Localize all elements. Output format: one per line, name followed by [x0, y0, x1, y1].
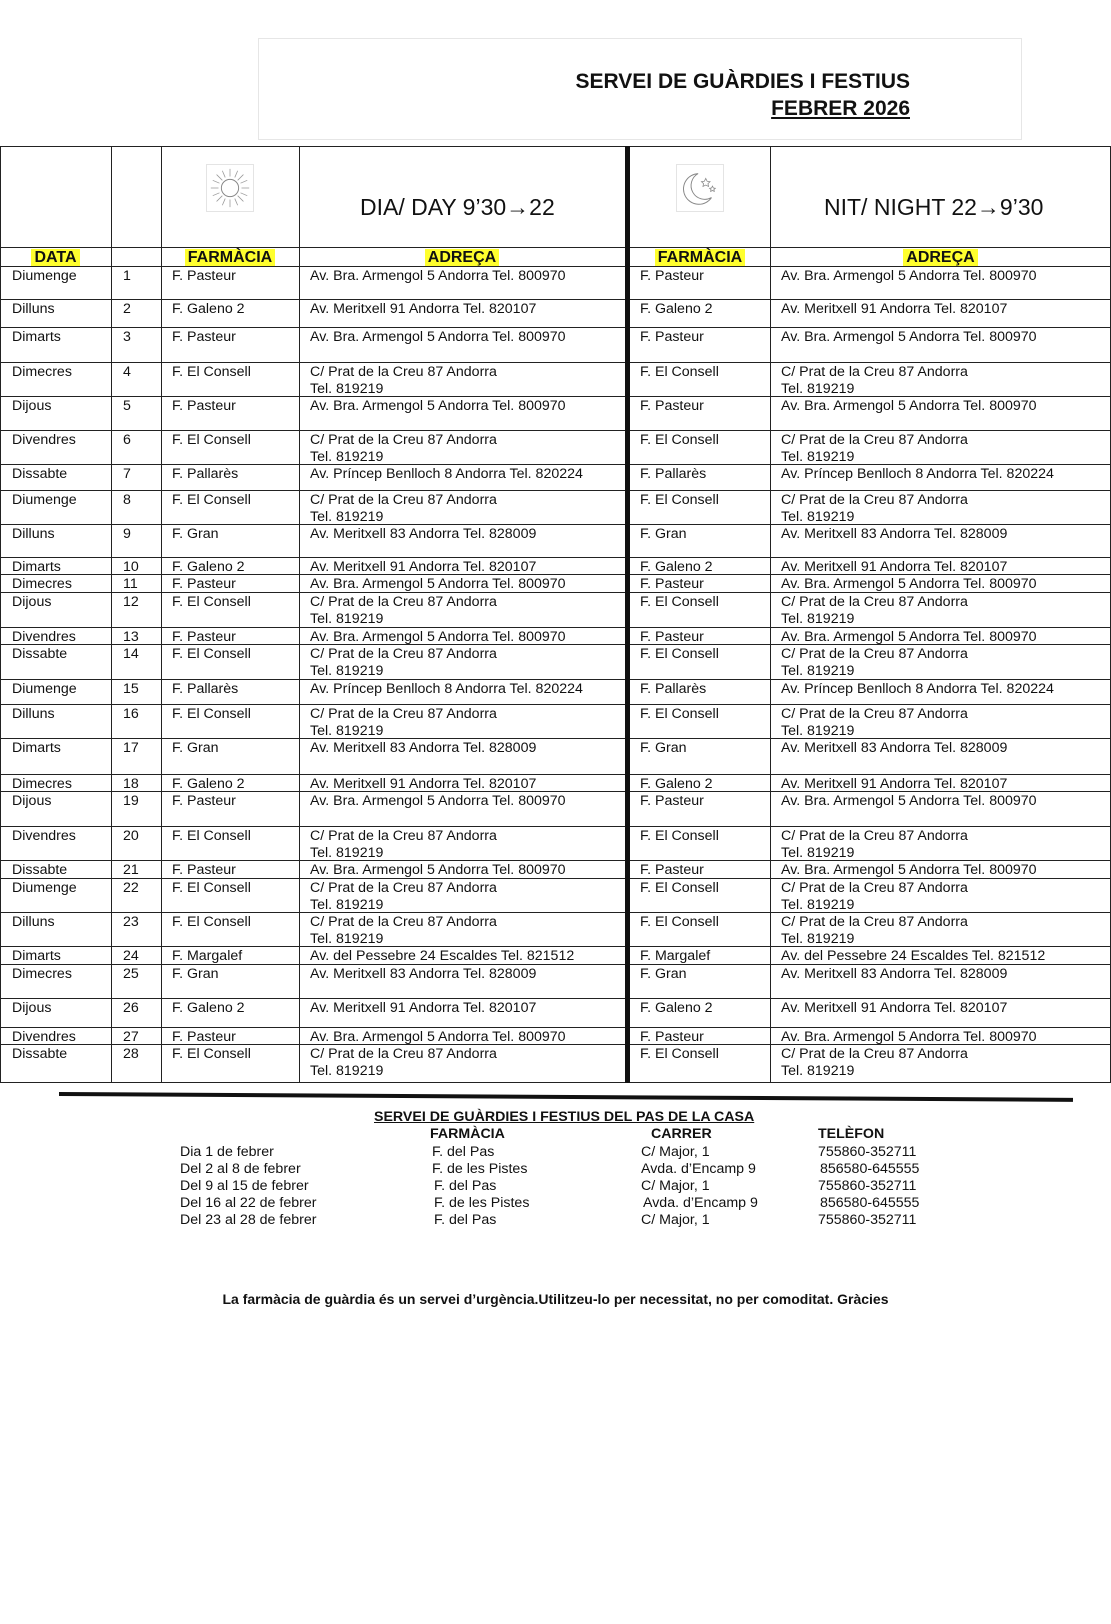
row-day-name: Dijous [12, 1000, 52, 1016]
address-line: Av. Bra. Armengol 5 Andorra Tel. 800970 [310, 398, 566, 414]
address-line: Av. Bra. Armengol 5 Andorra Tel. 800970 [781, 862, 1037, 878]
night-pharmacy: F. Galeno 2 [640, 1000, 713, 1016]
address-line: Av. Bra. Armengol 5 Andorra Tel. 800970 [781, 398, 1037, 414]
address-line: C/ Prat de la Creu 87 Andorra [781, 646, 968, 662]
address-line: Tel. 819219 [310, 723, 384, 739]
address-line: Av. Bra. Armengol 5 Andorra Tel. 800970 [310, 793, 566, 809]
day-pharmacy: F. Gran [172, 526, 219, 542]
address-line: C/ Prat de la Creu 87 Andorra [310, 880, 497, 896]
day-address [310, 862, 566, 879]
row-day-name: Dilluns [12, 301, 55, 317]
day-pharmacy: F. El Consell [172, 914, 251, 930]
address-line: Av. Meritxell 83 Andorra Tel. 828009 [310, 526, 537, 542]
row-day-number: 27 [123, 1029, 139, 1045]
address-line: Tel. 819219 [310, 509, 384, 525]
night-address [781, 329, 1037, 346]
night-address [781, 594, 968, 628]
row-day-name: Dilluns [12, 914, 55, 930]
address-line: Av. Bra. Armengol 5 Andorra Tel. 800970 [781, 629, 1037, 645]
row-day-number: 26 [123, 1000, 139, 1016]
row-day-number: 22 [123, 880, 139, 896]
address-line: Av. Bra. Armengol 5 Andorra Tel. 800970 [310, 1029, 566, 1045]
row-day-number: 1 [123, 268, 131, 284]
address-line: Tel. 819219 [310, 663, 384, 679]
pas-phone: 856580-645555 [820, 1161, 920, 1177]
address-line: Av. Bra. Armengol 5 Andorra Tel. 800970 [310, 862, 566, 878]
column-header-address-day: ADREÇA [299, 249, 625, 267]
night-address [781, 681, 1054, 698]
pas-pharmacy: F. de les Pistes [432, 1161, 528, 1177]
night-address [781, 646, 968, 680]
row-day-name: Dimecres [12, 966, 72, 982]
day-address [310, 576, 566, 593]
day-address [310, 1029, 566, 1046]
address-line: Av. Meritxell 91 Andorra Tel. 820107 [781, 559, 1008, 575]
address-line: C/ Prat de la Creu 87 Andorra [781, 706, 968, 722]
night-pharmacy: F. Pasteur [640, 398, 704, 414]
night-address [781, 576, 1037, 593]
day-pharmacy: F. Pasteur [172, 398, 236, 414]
footer-note: La farmàcia de guàrdia és un servei d’urgència.Utilitzeu-lo per necessitat, no per comoditat. Gràcies [222, 1291, 889, 1307]
pas-street: Avda. d’Encamp 9 [643, 1195, 758, 1211]
row-day-number: 12 [123, 594, 139, 610]
day-address [310, 1046, 497, 1080]
day-pharmacy: F. El Consell [172, 706, 251, 722]
sun-icon [206, 164, 254, 212]
pas-period: Del 9 al 15 de febrer [180, 1178, 309, 1194]
address-line: Av. Bra. Armengol 5 Andorra Tel. 800970 [781, 1029, 1037, 1045]
day-address [310, 526, 536, 543]
day-address [310, 1000, 536, 1017]
address-line: Tel. 819219 [310, 381, 384, 397]
day-address [310, 646, 497, 680]
day-address [310, 914, 497, 948]
day-pharmacy: F. Pasteur [172, 629, 236, 645]
row-day-name: Dimarts [12, 329, 61, 345]
day-address [310, 559, 536, 576]
day-pharmacy: F. Galeno 2 [172, 1000, 245, 1016]
address-line: C/ Prat de la Creu 87 Andorra [781, 880, 968, 896]
night-address [781, 740, 1007, 757]
row-day-name: Dijous [12, 793, 52, 809]
pas-street: C/ Major, 1 [641, 1178, 710, 1194]
pas-header-phone: TELÈFON [818, 1126, 885, 1142]
night-pharmacy: F. Pasteur [640, 329, 704, 345]
day-shift-label: DIA/ DAY 9’30→22 [360, 194, 555, 220]
day-pharmacy: F. Galeno 2 [172, 559, 245, 575]
row-day-number: 14 [123, 646, 139, 662]
address-line: C/ Prat de la Creu 87 Andorra [781, 364, 968, 380]
day-pharmacy: F. Galeno 2 [172, 301, 245, 317]
address-line: Av. del Pessebre 24 Escaldes Tel. 821512 [781, 948, 1046, 964]
night-address [781, 776, 1007, 793]
pas-header-pharmacy: FARMÀCIA [430, 1126, 505, 1142]
night-address [781, 793, 1037, 810]
row-day-name: Dimarts [12, 740, 61, 756]
night-address [781, 629, 1037, 646]
night-pharmacy: F. El Consell [640, 1046, 719, 1062]
night-pharmacy: F. El Consell [640, 706, 719, 722]
address-line: Av. Meritxell 91 Andorra Tel. 820107 [310, 301, 537, 317]
row-day-number: 20 [123, 828, 139, 844]
address-line: Av. Meritxell 83 Andorra Tel. 828009 [781, 740, 1008, 756]
day-pharmacy: F. El Consell [172, 492, 251, 508]
row-day-name: Diumenge [12, 681, 77, 697]
pas-street: Avda. d’Encamp 9 [641, 1161, 756, 1177]
address-line: C/ Prat de la Creu 87 Andorra [781, 492, 968, 508]
row-day-number: 23 [123, 914, 139, 930]
address-line: C/ Prat de la Creu 87 Andorra [781, 914, 968, 930]
day-pharmacy: F. Galeno 2 [172, 776, 245, 792]
night-address [781, 828, 968, 862]
row-day-name: Diumenge [12, 880, 77, 896]
address-line: Tel. 819219 [781, 897, 855, 913]
row-day-name: Divendres [12, 1029, 76, 1045]
pas-de-la-casa-title: SERVEI DE GUÀRDIES I FESTIUS DEL PAS DE LA CASA [374, 1109, 755, 1125]
column-header-date: DATA [0, 249, 111, 267]
address-line: Tel. 819219 [781, 611, 855, 627]
address-line: Tel. 819219 [310, 931, 384, 947]
address-line: Av. Príncep Benlloch 8 Andorra Tel. 820224 [781, 681, 1054, 697]
night-pharmacy: F. Galeno 2 [640, 301, 713, 317]
address-line: Tel. 819219 [310, 845, 384, 861]
row-day-name: Dissabte [12, 1046, 68, 1062]
row-day-name: Dimarts [12, 948, 61, 964]
row-day-name: Dissabte [12, 646, 68, 662]
row-day-number: 13 [123, 629, 139, 645]
address-line: Av. Príncep Benlloch 8 Andorra Tel. 820224 [310, 466, 583, 482]
row-day-number: 4 [123, 364, 131, 380]
row-day-name: Dimecres [12, 576, 72, 592]
address-line: Tel. 819219 [781, 931, 855, 947]
row-day-name: Diumenge [12, 492, 77, 508]
night-pharmacy: F. El Consell [640, 914, 719, 930]
night-address [781, 1029, 1037, 1046]
day-pharmacy: F. El Consell [172, 1046, 251, 1062]
row-day-name: Divendres [12, 629, 76, 645]
day-address [310, 268, 566, 285]
row-day-name: Divendres [12, 432, 76, 448]
day-address [310, 776, 536, 793]
night-address [781, 706, 968, 740]
night-address [781, 466, 1054, 483]
night-pharmacy: F. Pallarès [640, 466, 707, 482]
address-line: C/ Prat de la Creu 87 Andorra [310, 364, 497, 380]
day-address [310, 706, 497, 740]
day-address [310, 492, 497, 526]
pas-header-street: CARRER [651, 1126, 712, 1142]
pas-street: C/ Major, 1 [641, 1144, 710, 1160]
night-address [781, 492, 968, 526]
address-line: Av. Meritxell 83 Andorra Tel. 828009 [310, 966, 537, 982]
night-pharmacy: F. Pallarès [640, 681, 707, 697]
day-pharmacy: F. El Consell [172, 432, 251, 448]
row-day-name: Dissabte [12, 862, 68, 878]
night-pharmacy: F. El Consell [640, 364, 719, 380]
row-day-name: Dijous [12, 398, 52, 414]
pas-pharmacy: F. del Pas [434, 1212, 497, 1228]
night-pharmacy: F. El Consell [640, 432, 719, 448]
address-line: Av. Meritxell 91 Andorra Tel. 820107 [781, 1000, 1008, 1016]
address-line: Av. Bra. Armengol 5 Andorra Tel. 800970 [781, 329, 1037, 345]
address-line: C/ Prat de la Creu 87 Andorra [310, 492, 497, 508]
night-address [781, 268, 1037, 285]
address-line: Av. Príncep Benlloch 8 Andorra Tel. 820224 [310, 681, 583, 697]
night-address [781, 398, 1037, 415]
address-line: Tel. 819219 [781, 449, 855, 465]
row-day-number: 19 [123, 793, 139, 809]
night-pharmacy: F. El Consell [640, 880, 719, 896]
day-pharmacy: F. Gran [172, 966, 219, 982]
night-pharmacy: F. Pasteur [640, 629, 704, 645]
address-line: Av. Bra. Armengol 5 Andorra Tel. 800970 [310, 268, 566, 284]
address-line: Av. Meritxell 91 Andorra Tel. 820107 [781, 301, 1008, 317]
night-pharmacy: F. Galeno 2 [640, 776, 713, 792]
address-line: C/ Prat de la Creu 87 Andorra [310, 706, 497, 722]
row-day-number: 16 [123, 706, 139, 722]
address-line: Av. Meritxell 83 Andorra Tel. 828009 [781, 966, 1008, 982]
night-pharmacy: F. Pasteur [640, 576, 704, 592]
day-pharmacy: F. El Consell [172, 828, 251, 844]
day-pharmacy: F. Pasteur [172, 268, 236, 284]
row-day-number: 6 [123, 432, 131, 448]
day-address [310, 880, 497, 914]
row-day-name: Dilluns [12, 526, 55, 542]
day-address [310, 329, 566, 346]
night-address [781, 880, 968, 914]
night-pharmacy: F. Pasteur [640, 793, 704, 809]
day-pharmacy: F. Pasteur [172, 329, 236, 345]
night-pharmacy: F. Gran [640, 526, 687, 542]
address-line: C/ Prat de la Creu 87 Andorra [781, 594, 968, 610]
day-address [310, 432, 497, 466]
row-day-number: 10 [123, 559, 139, 575]
day-pharmacy: F. El Consell [172, 880, 251, 896]
row-day-number: 3 [123, 329, 131, 345]
row-day-number: 18 [123, 776, 139, 792]
day-address [310, 398, 566, 415]
day-address [310, 948, 574, 965]
night-address [781, 364, 968, 398]
day-address [310, 466, 583, 483]
night-address [781, 526, 1007, 543]
row-day-name: Dissabte [12, 466, 68, 482]
pas-pharmacy: F. de les Pistes [434, 1195, 530, 1211]
address-line: C/ Prat de la Creu 87 Andorra [781, 1046, 968, 1062]
day-pharmacy: F. El Consell [172, 364, 251, 380]
day-pharmacy: F. Pasteur [172, 862, 236, 878]
pas-phone: 856580-645555 [820, 1195, 920, 1211]
row-day-number: 24 [123, 948, 139, 964]
address-line: Tel. 819219 [781, 845, 855, 861]
pas-phone: 755860-352711 [818, 1178, 917, 1194]
night-pharmacy: F. El Consell [640, 594, 719, 610]
day-pharmacy: F. Pasteur [172, 793, 236, 809]
address-line: Av. Bra. Armengol 5 Andorra Tel. 800970 [310, 329, 566, 345]
address-line: C/ Prat de la Creu 87 Andorra [310, 1046, 497, 1062]
column-header-address-night: ADREÇA [770, 249, 1111, 267]
row-day-number: 21 [123, 862, 139, 878]
pas-street: C/ Major, 1 [641, 1212, 710, 1228]
day-pharmacy: F. El Consell [172, 594, 251, 610]
night-pharmacy: F. Pasteur [640, 862, 704, 878]
night-shift-label: NIT/ NIGHT 22→9’30 [824, 194, 1044, 220]
pas-period: Del 2 al 8 de febrer [180, 1161, 301, 1177]
address-line: Tel. 819219 [781, 381, 855, 397]
day-address [310, 629, 566, 646]
address-line: Av. Meritxell 83 Andorra Tel. 828009 [310, 740, 537, 756]
row-day-number: 2 [123, 301, 131, 317]
night-address [781, 966, 1007, 983]
address-line: Tel. 819219 [310, 611, 384, 627]
address-line: Tel. 819219 [310, 897, 384, 913]
address-line: Av. del Pessebre 24 Escaldes Tel. 821512 [310, 948, 575, 964]
night-address [781, 862, 1037, 879]
address-line: Av. Bra. Armengol 5 Andorra Tel. 800970 [781, 268, 1037, 284]
night-pharmacy: F. El Consell [640, 828, 719, 844]
row-day-number: 28 [123, 1046, 139, 1062]
row-day-name: Diumenge [12, 268, 77, 284]
day-pharmacy: F. Gran [172, 740, 219, 756]
day-pharmacy: F. El Consell [172, 646, 251, 662]
night-pharmacy: F. Margalef [640, 948, 711, 964]
address-line: C/ Prat de la Creu 87 Andorra [781, 828, 968, 844]
day-address [310, 681, 583, 698]
address-line: Av. Meritxell 91 Andorra Tel. 820107 [310, 559, 537, 575]
address-line: Av. Meritxell 91 Andorra Tel. 820107 [781, 776, 1008, 792]
row-day-name: Dimarts [12, 559, 61, 575]
pas-phone: 755860-352711 [818, 1212, 917, 1228]
night-pharmacy: F. Gran [640, 740, 687, 756]
day-address [310, 594, 497, 628]
address-line: Tel. 819219 [310, 1063, 384, 1079]
day-address [310, 828, 497, 862]
address-line: Av. Bra. Armengol 5 Andorra Tel. 800970 [310, 576, 566, 592]
night-pharmacy: F. Pasteur [640, 1029, 704, 1045]
pas-period: Dia 1 de febrer [180, 1144, 274, 1160]
row-day-name: Dilluns [12, 706, 55, 722]
address-line: C/ Prat de la Creu 87 Andorra [310, 828, 497, 844]
address-line: Tel. 819219 [781, 723, 855, 739]
column-header-pharmacy-night: FARMÀCIA [630, 249, 770, 267]
address-line: Av. Bra. Armengol 5 Andorra Tel. 800970 [781, 793, 1037, 809]
day-address [310, 364, 497, 398]
address-line: Tel. 819219 [310, 449, 384, 465]
address-line: Av. Bra. Armengol 5 Andorra Tel. 800970 [310, 629, 566, 645]
row-day-number: 8 [123, 492, 131, 508]
pas-period: Del 23 al 28 de febrer [180, 1212, 317, 1228]
row-day-name: Dijous [12, 594, 52, 610]
pas-period: Del 16 al 22 de febrer [180, 1195, 317, 1211]
day-address [310, 793, 566, 810]
row-day-number: 9 [123, 526, 131, 542]
pas-pharmacy: F. del Pas [432, 1144, 495, 1160]
address-line: Tel. 819219 [781, 509, 855, 525]
row-day-number: 25 [123, 966, 139, 982]
address-line: Av. Príncep Benlloch 8 Andorra Tel. 820224 [781, 466, 1054, 482]
page-title: SERVEI DE GUÀRDIES I FESTIUS [575, 70, 910, 93]
row-day-name: Divendres [12, 828, 76, 844]
day-night-divider [625, 146, 630, 1083]
address-line: Av. Bra. Armengol 5 Andorra Tel. 800970 [781, 576, 1037, 592]
address-line: C/ Prat de la Creu 87 Andorra [310, 646, 497, 662]
night-pharmacy: F. Pasteur [640, 268, 704, 284]
address-line: Tel. 819219 [781, 663, 855, 679]
row-day-number: 5 [123, 398, 131, 414]
night-address [781, 432, 968, 466]
row-day-name: Dimecres [12, 364, 72, 380]
night-pharmacy: F. El Consell [640, 646, 719, 662]
row-day-name: Dimecres [12, 776, 72, 792]
address-line: C/ Prat de la Creu 87 Andorra [310, 432, 497, 448]
address-line: Av. Meritxell 91 Andorra Tel. 820107 [310, 776, 537, 792]
night-address [781, 1000, 1007, 1017]
night-pharmacy: F. El Consell [640, 492, 719, 508]
address-line: C/ Prat de la Creu 87 Andorra [781, 432, 968, 448]
pas-phone: 755860-352711 [818, 1144, 917, 1160]
day-pharmacy: F. Margalef [172, 948, 243, 964]
page-subtitle: FEBRER 2026 [771, 97, 910, 120]
day-pharmacy: F. Pallarès [172, 681, 239, 697]
address-line: Tel. 819219 [781, 1063, 855, 1079]
day-pharmacy: F. Pasteur [172, 1029, 236, 1045]
day-address [310, 740, 536, 757]
address-line: Av. Meritxell 83 Andorra Tel. 828009 [781, 526, 1008, 542]
row-day-number: 7 [123, 466, 131, 482]
night-address [781, 1046, 968, 1080]
night-address [781, 301, 1007, 318]
column-header-pharmacy-day: FARMÀCIA [161, 249, 299, 267]
night-pharmacy: F. Gran [640, 966, 687, 982]
night-address [781, 559, 1007, 576]
day-address [310, 301, 536, 318]
moon-icon [676, 164, 724, 212]
night-address [781, 948, 1045, 965]
day-pharmacy: F. Pallarès [172, 466, 239, 482]
night-address [781, 914, 968, 948]
address-line: C/ Prat de la Creu 87 Andorra [310, 594, 497, 610]
day-address [310, 966, 536, 983]
row-day-number: 17 [123, 740, 139, 756]
address-line: C/ Prat de la Creu 87 Andorra [310, 914, 497, 930]
night-pharmacy: F. Galeno 2 [640, 559, 713, 575]
address-line: Av. Meritxell 91 Andorra Tel. 820107 [310, 1000, 537, 1016]
pas-pharmacy: F. del Pas [434, 1178, 497, 1194]
row-day-number: 15 [123, 681, 139, 697]
day-pharmacy: F. Pasteur [172, 576, 236, 592]
row-day-number: 11 [123, 576, 138, 592]
